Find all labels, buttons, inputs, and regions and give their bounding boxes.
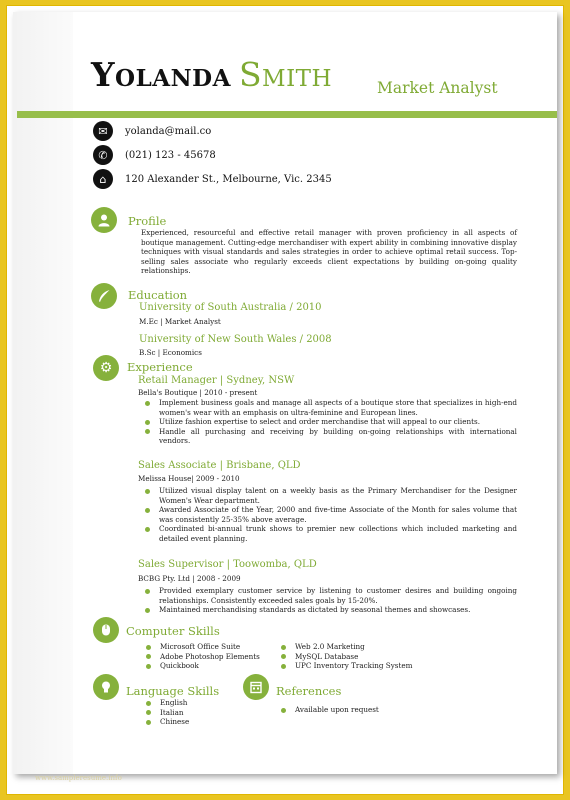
person-icon <box>91 207 117 233</box>
gears-icon: ⚙ <box>93 355 119 381</box>
list-item: Maintained merchandising standards as dictated by seasonal themes and showcases. <box>143 605 517 615</box>
list-item: Microsoft Office Suite <box>144 642 284 652</box>
computer-skills-col-2 <box>279 642 449 671</box>
education-degree-2: B.Sc | Economics <box>139 348 202 357</box>
list-item: Coordinated bi-annual trunk shows to premier new collections which included marketing and detailed event planning. <box>143 524 517 543</box>
address-text: 120 Alexander St., Melbourne, Vic. 2345 <box>125 173 332 185</box>
computer-skills-heading: Computer Skills <box>126 624 220 638</box>
quill-icon <box>91 283 117 309</box>
education-degree-1: M.Ec | Market Analyst <box>139 317 221 326</box>
job-1-bullets <box>143 398 517 446</box>
resume-page <box>13 12 557 774</box>
language-skills-list <box>144 698 264 727</box>
references-list <box>279 705 439 715</box>
experience-heading: Experience <box>127 360 193 374</box>
list-item: Provided exemplary customer service by listening to customer desires and building ongoing relationships. Consistently exceeded sales goals by 15-20%. <box>143 586 517 605</box>
calendar-icon <box>243 674 269 700</box>
contact-phone-row <box>93 145 216 165</box>
job-1-role: Retail Manager | Sydney, NSW <box>138 375 295 386</box>
list-item: Adobe Photoshop Elements <box>144 652 284 662</box>
lightbulb-icon <box>93 674 119 700</box>
job-3-role: Sales Supervisor | Toowomba, QLD <box>138 559 317 570</box>
job-1-company: Bella's Boutique | 2010 - present <box>138 388 258 397</box>
language-skills-heading: Language Skills <box>126 684 220 698</box>
list-item: Awarded Associate of the Year, 2000 and five-time Associate of the Month for sales volume that was consistently 25-35% above average. <box>143 505 517 524</box>
job-2-company: Melissa House| 2009 - 2010 <box>138 474 240 483</box>
list-item: Utilized visual display talent on a weekly basis as the Primary Merchandiser for the Designer Women's Wear department. <box>143 486 517 505</box>
education-heading: Education <box>128 288 188 302</box>
contact-address-row <box>93 169 332 189</box>
list-item: Chinese <box>144 717 264 727</box>
list-item: Italian <box>144 708 264 718</box>
list-item: Implement business goals and manage all aspects of a boutique store that specializes in high-end women's wear with an emphasis on ultra-feminine and European lines. <box>143 398 517 417</box>
list-item: English <box>144 698 264 708</box>
education-school-2: University of New South Wales / 2008 <box>139 334 332 345</box>
job-3-company: BCBG Pty. Ltd | 2008 - 2009 <box>138 574 241 583</box>
job-2-bullets <box>143 486 517 544</box>
candidate-name <box>91 55 333 94</box>
job-title: Market Analyst <box>377 79 498 97</box>
computer-skills-col-1 <box>144 642 284 671</box>
last-name: Smith <box>238 55 333 94</box>
job-3-bullets <box>143 586 517 615</box>
list-item: Available upon request <box>279 705 439 715</box>
list-item: Web 2.0 Marketing <box>279 642 449 652</box>
list-item: Quickbook <box>144 661 284 671</box>
list-item: Handle all purchasing and receiving by building on-going relationships with international vendors. <box>143 427 517 446</box>
list-item: Utilize fashion expertise to select and order merchandise that will appeal to our clients. <box>143 417 517 427</box>
left-shade-strip <box>13 12 73 774</box>
profile-heading: Profile <box>128 214 167 228</box>
list-item: MySQL Database <box>279 652 449 662</box>
header-divider-bar <box>17 111 557 118</box>
education-school-1: University of South Australia / 2010 <box>139 302 322 313</box>
envelope-icon: ✉ <box>93 121 113 141</box>
watermark-text: www.sampleresume.info <box>35 774 122 782</box>
contact-email-row <box>93 121 211 141</box>
job-2-role: Sales Associate | Brisbane, QLD <box>138 460 301 471</box>
references-heading: References <box>276 684 342 698</box>
first-name: Yolanda <box>91 55 231 94</box>
phone-icon: ✆ <box>93 145 113 165</box>
home-icon: ⌂ <box>93 169 113 189</box>
profile-text: Experienced, resourceful and effective retail manager with proven proficiency in all aspects of boutique management. Cutting-edge merchandiser with expert ability in combining innovative display techniques with visual standards and sales strategies in order to achieve optimal retail success. Top-selling sales associate who regularly exceeds client expectations by building on-going quality relationships. <box>141 228 517 276</box>
email-text[interactable]: yolanda@mail.co <box>125 125 212 137</box>
mouse-icon <box>93 617 119 643</box>
list-item: UPC Inventory Tracking System <box>279 661 449 671</box>
phone-text: (021) 123 - 45678 <box>125 149 216 161</box>
